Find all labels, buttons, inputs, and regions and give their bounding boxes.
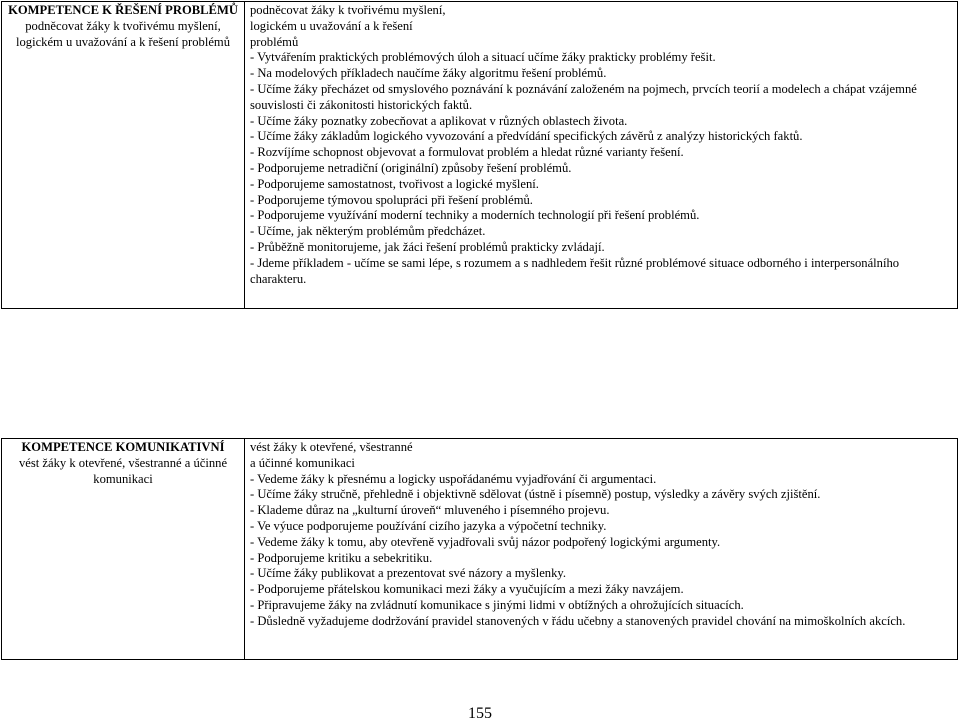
list-item: - Důsledně vyžadujeme dodržování pravidel stanovených v řádu učebny a stanovených pravidel chování na mimoškolních akcích. [250, 613, 906, 628]
list-item: - Podporujeme netradiční (originální) způsoby řešení problémů. [250, 160, 572, 175]
competence-label-cell [2, 439, 245, 660]
list-item: - Vedeme žáky k tomu, aby otevřeně vyjadřovali svůj názor podpořený logickými argumenty. [250, 534, 721, 549]
list-item: - Podporujeme samostatnost, tvořivost a logické myšlení. [250, 176, 539, 191]
competence-label-cell [2, 2, 245, 309]
header-line: logickém u uvažování a k řešení [250, 18, 413, 33]
header-line: podněcovat žáky k tvořivému myšlení, [250, 3, 446, 17]
page-number: 155 [468, 705, 492, 722]
list-item: - Vytvářením praktických problémových úloh a situací učíme žáky prakticky problémy řešit. [250, 50, 716, 65]
competence-content-cell [245, 439, 958, 660]
list-item: - Na modelových příkladech naučíme žáky algoritmu řešení problémů. [250, 66, 607, 81]
list-item: - Učíme žáky základům logického vyvozování a předvídání specifických závěrů z analýzy historických faktů. [250, 129, 803, 144]
competence-content-cell [245, 2, 958, 309]
list-item: - Jdeme příkladem - učíme se sami lépe, s rozumem a s nadhledem řešit různé problémové situace odborného i interpersonálního charakteru. [250, 255, 900, 286]
list-item: - Vedeme žáky k přesnému a logicky uspořádanému vyjadřování či argumentaci. [250, 471, 657, 486]
header-line: vést žáky k otevřené, všestranné [250, 440, 413, 454]
competence-problem-table [1, 1, 958, 309]
list-item: - Rozvíjíme schopnost objevovat a formulovat problém a hledat různé varianty řešení. [250, 145, 684, 160]
list-item: - Učíme žáky poznatky zobecňovat a aplikovat v různých oblastech života. [250, 113, 628, 128]
list-item: - Podporujeme týmovou spolupráci při řešení problémů. [250, 192, 533, 207]
list-item: - Učíme žáky přecházet od smyslového poznávání k poznávání založeném na pojmech, prvcích teorií a modelech a chápat vzájemné souvislosti či zákonitosti historických faktů. [250, 81, 917, 112]
list-item: - Připravujeme žáky na zvládnutí komunikace s jinými lidmi v obtížných a ohrožujících situacích. [250, 597, 744, 612]
competence-title: KOMPETENCE K ŘEŠENÍ PROBLÉMŮ [8, 3, 238, 17]
list-item: - Učíme žáky stručně, přehledně i objektivně sdělovat (ústně i písemně) postup, výsledky a závěry svých zjištění. [250, 487, 821, 502]
list-item: - Průběžně monitorujeme, jak žáci řešení problémů prakticky zvládají. [250, 239, 605, 254]
header-line: problémů [250, 34, 299, 49]
competence-subtitle: podněcovat žáky k tvořivému myšlení, logickém u uvažování a k řešení problémů [15, 18, 231, 49]
competence-communication-table [1, 438, 958, 660]
list-item: - Učíme žáky publikovat a prezentovat své názory a myšlenky. [250, 566, 567, 581]
list-item: - Klademe důraz na „kulturní úroveň“ mluveného i písemného projevu. [250, 503, 610, 518]
list-item: - Ve výuce podporujeme používání cizího jazyka a výpočetní techniky. [250, 518, 607, 533]
list-item: - Podporujeme kritiku a sebekritiku. [250, 550, 433, 565]
header-line: a účinné komunikaci [250, 455, 355, 470]
list-item: - Podporujeme využívání moderní techniky a moderních technologií při řešení problémů. [250, 208, 700, 223]
list-item: - Podporujeme přátelskou komunikaci mezi žáky a vyučujícím a mezi žáky navzájem. [250, 582, 684, 597]
list-item: - Učíme, jak některým problémům předcházet. [250, 224, 486, 239]
competence-subtitle: vést žáky k otevřené, všestranné a účinné komunikaci [18, 455, 228, 486]
competence-title: KOMPETENCE KOMUNIKATIVNÍ [21, 440, 225, 454]
